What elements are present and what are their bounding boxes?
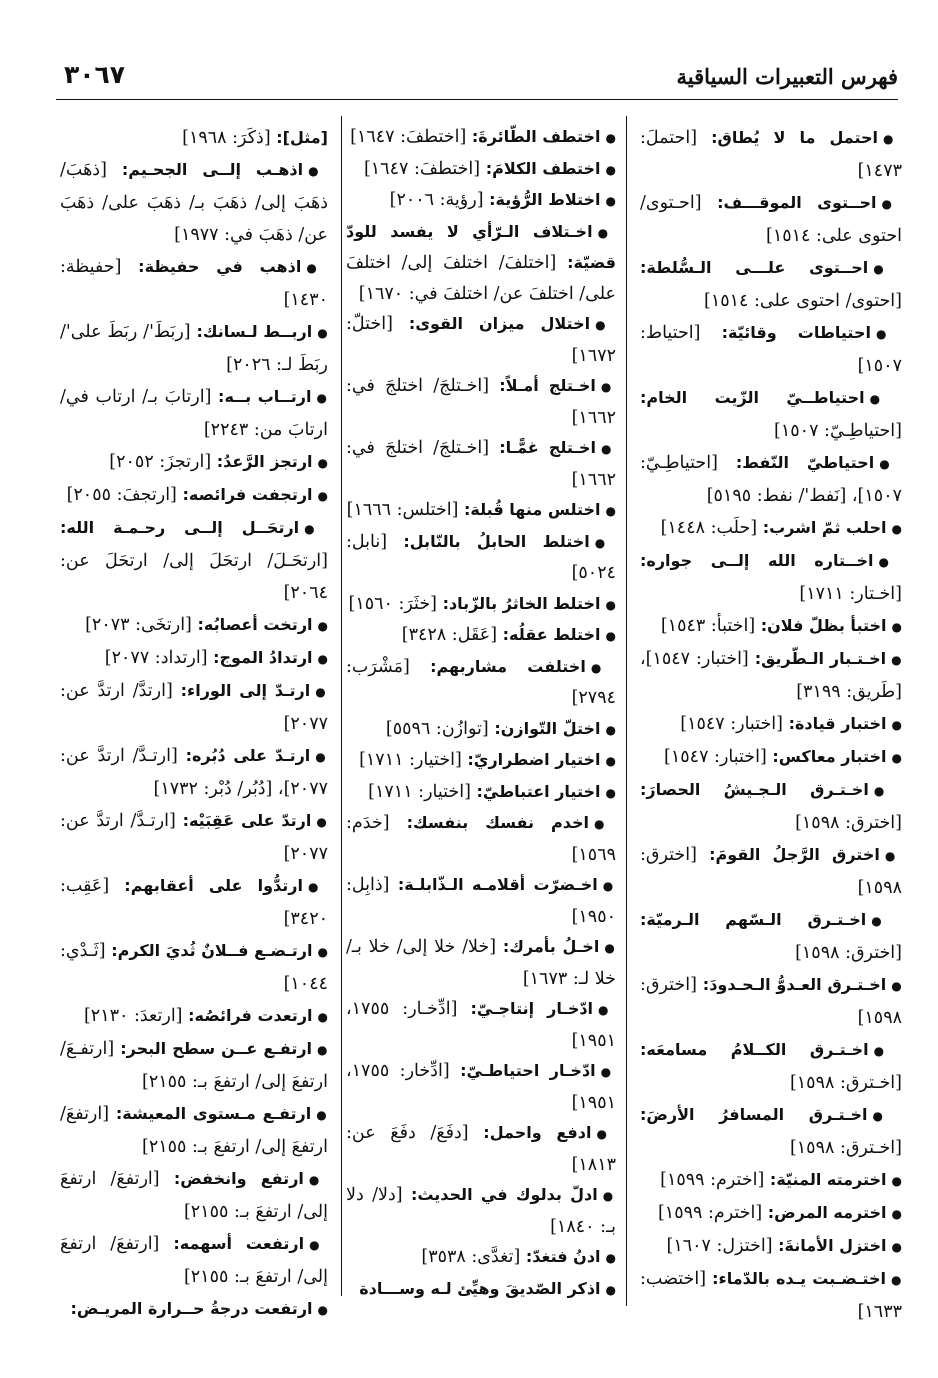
- entry-reference: [احتياط: ١٥٠٧]: [640, 323, 902, 376]
- entry-reference: [اختزل: ١٦٠٧]: [666, 1236, 773, 1256]
- entry-reference: [اختلس: ١٦٦٦]: [346, 500, 459, 520]
- entry-reference: [رؤية: ٢٠٠٦]: [389, 190, 484, 210]
- entry-headword: ادفع واحمل:: [483, 1123, 592, 1142]
- index-entry: [346, 217, 616, 310]
- entry-reference: [ادِّخار: ١٧٥٥، ١٩٥١]: [346, 1061, 616, 1113]
- index-entry: [60, 609, 328, 642]
- entry-headword: ارتدادُ الموج:: [213, 648, 313, 667]
- entry-headword: ارتدُّوا على أعقابهم:: [124, 876, 303, 895]
- index-entry: [346, 1180, 616, 1242]
- bullet-icon: ●: [317, 652, 328, 666]
- bullet-icon: ●: [597, 225, 616, 240]
- entry-reference: [اختطفَ: ١٦٤٧]: [363, 158, 481, 179]
- index-entry: [60, 1033, 328, 1098]
- entry-headword: اذهب في حفيظة:: [138, 257, 302, 276]
- entry-reference: [اخترم: ١٥٩٩]: [657, 1203, 763, 1223]
- index-entry: [60, 870, 328, 935]
- bullet-icon: ●: [602, 879, 616, 893]
- entry-reference: [احتوى/ احتوى على: ١٥١٤]: [704, 291, 902, 311]
- bullet-icon: ●: [306, 261, 328, 275]
- entry-headword: اذكر الصّديقَ وهيِّئ لـه وســـادة: [359, 1278, 601, 1298]
- entry-reference: [ارتابَ بـ/ ارتاب في/ ارتابَ من: ٢٢٤٣]: [60, 387, 328, 440]
- index-entry: [640, 1099, 902, 1164]
- index-entry: [640, 643, 902, 708]
- index-entry: [346, 714, 616, 746]
- entry-headword: اختيار اعتباطيّ:: [476, 781, 601, 801]
- entry-headword: ارتفـع مـستوى المعيشة:: [115, 1104, 312, 1123]
- bullet-icon: ●: [605, 722, 616, 737]
- index-entry: [640, 610, 902, 643]
- index-entry: [640, 1034, 902, 1099]
- entry-headword: اذهـب إلــى الجحـيم:: [121, 160, 304, 179]
- entry-headword: [مثل]:: [276, 128, 328, 147]
- bullet-icon: ●: [317, 1303, 328, 1317]
- bullet-icon: ●: [871, 914, 902, 928]
- entry-reference: [ثَـدْي: ١٠٤٤]: [60, 941, 328, 994]
- entry-reference: [اختبار: ١٥٤٧]: [664, 747, 767, 767]
- index-entry: [640, 317, 902, 382]
- entry-headword: اختلط الحابلُ بالنّابل:: [403, 531, 590, 551]
- bullet-icon: ●: [891, 620, 902, 634]
- index-entry: [640, 252, 902, 317]
- entry-reference: [خدَم: ١٥٦٩]: [346, 813, 616, 865]
- index-entry: [640, 1197, 902, 1230]
- index-entry: [60, 446, 328, 479]
- bullet-icon: ●: [595, 318, 616, 332]
- entry-reference: [اختبار: ١٥٤٧]: [680, 714, 783, 734]
- bullet-icon: ●: [600, 1065, 616, 1079]
- entry-headword: اختـضـبت يـده بالدّماء:: [712, 1269, 886, 1288]
- entry-reference: [اختلّ: ١٦٧٢]: [346, 314, 616, 366]
- entry-reference: [ارتداد: ٢٠٧٧]: [104, 648, 208, 668]
- entry-headword: ارتفـع عــن سطح البحر:: [120, 1039, 313, 1058]
- index-entry: [346, 185, 616, 217]
- index-entry: [640, 187, 902, 252]
- entry-headword: اخـتلج أمـلاً:: [499, 376, 596, 395]
- bullet-icon: ●: [316, 815, 328, 829]
- bullet-icon: ●: [317, 456, 328, 470]
- entry-headword: ادّخـار احتياطـيّ:: [460, 1061, 596, 1080]
- entry-reference: [اخترق: ١٥٩٨]: [795, 813, 902, 833]
- index-entry: [60, 479, 328, 512]
- index-entry: [346, 433, 616, 495]
- entry-headword: اختلس منها قُبلة:: [464, 500, 601, 519]
- entry-headword: اختلفت مشاربهم:: [430, 656, 586, 676]
- bullet-icon: ●: [891, 522, 902, 536]
- index-entry: [346, 745, 616, 777]
- index-entry: [640, 512, 902, 545]
- entry-reference: [دفَعَ/ دفَعَ عن: ١٨١٣]: [346, 1123, 616, 1175]
- entry-headword: اختزل الأمانةَ:: [778, 1236, 887, 1255]
- index-entry: [346, 527, 616, 589]
- entry-reference: [اخـتلجَ/ اختلجَ في: ١٦٦٢]: [346, 376, 616, 428]
- index-entry: [346, 994, 616, 1056]
- index-entry: [346, 122, 616, 154]
- bullet-icon: ●: [309, 1238, 328, 1252]
- entry-headword: ارتدّ على عَقِبَيْه:: [182, 811, 312, 830]
- index-entry: [640, 1164, 902, 1197]
- entry-headword: اختبأ بظلّ فلان:: [760, 616, 887, 635]
- entry-reference: [اختضب: ١٦٣٣]: [640, 1269, 902, 1322]
- header-rule: [56, 99, 898, 100]
- entry-headword: اخـتـرق المسافرُ الأرضَ:: [640, 1105, 868, 1124]
- entry-reference: [اخترق: ١٥٩٨]: [795, 943, 902, 963]
- entry-reference: [عَقَل: ٣٤٢٨]: [401, 625, 498, 645]
- index-entry: [60, 1098, 328, 1163]
- bullet-icon: ●: [605, 597, 616, 612]
- entry-headword: ادنُ فتغدّ:: [525, 1247, 601, 1266]
- entry-reference: [اخترق: ١٥٩٨]: [640, 845, 902, 898]
- entry-reference: [مَشْرَب: ٢٧٩٤]: [346, 656, 616, 708]
- index-entry: [346, 154, 616, 186]
- entry-headword: اخــتاره الله إلــى جواره:: [640, 551, 874, 570]
- index-entry: [60, 512, 328, 609]
- entry-headword: اخترق الرَّجلُ القومَ:: [709, 845, 880, 864]
- bullet-icon: ●: [605, 194, 616, 208]
- entry-headword: ارتعدت فرائصُه:: [188, 1006, 313, 1025]
- entry-headword: اخـتـبار الـطّريق:: [754, 649, 887, 668]
- bullet-icon: ●: [605, 629, 616, 643]
- entry-reference: [ربَطَ'/ ربَطَ على'/ ربَطَ لـ: ٢٠٢٦]: [60, 322, 328, 375]
- entry-reference: [ارتفعَ/ ارتفعَ إلى/ ارتفعَ بـ: ٢١٥٥]: [60, 1169, 328, 1222]
- index-entry: [346, 309, 616, 371]
- bullet-icon: ●: [881, 197, 902, 211]
- entry-reference: [دلا/ دلا بـ: ١٨٤٠]: [346, 1185, 616, 1237]
- bullet-icon: ●: [605, 754, 616, 768]
- entry-reference: [ارتخَى: ٢٠٧٣]: [85, 615, 192, 635]
- bullet-icon: ●: [308, 1173, 328, 1187]
- entry-headword: اختلّ التّوازن:: [494, 718, 601, 738]
- bullet-icon: ●: [317, 326, 328, 340]
- index-entry: [60, 805, 328, 870]
- bullet-icon: ●: [891, 718, 902, 732]
- entry-headword: ارتــاب بــه:: [218, 387, 312, 406]
- bullet-icon: ●: [891, 979, 902, 993]
- index-entry: [60, 251, 328, 316]
- bullet-icon: ●: [307, 880, 328, 894]
- bullet-icon: ●: [873, 784, 902, 798]
- entry-reference: [احتياطِـيّ: ١٥٠٧]، [نَفط'/ نفط: ٥١٩٥]: [640, 453, 902, 506]
- entry-reference: [ارتفعَ/ ارتفعَ إلى/ ارتفعَ بـ: ٢١٥٥]: [60, 1104, 328, 1157]
- entry-headword: اختبار معاكس:: [772, 747, 887, 766]
- entry-headword: اختبار قيادة:: [788, 714, 887, 733]
- index-entry: [346, 808, 616, 870]
- entry-reference: [خلا/ خلا إلى/ خلا بـ/ خلا لـ: ١٦٧٣]: [346, 937, 616, 989]
- entry-headword: ارتخت أعصابُه:: [197, 615, 313, 634]
- entry-headword: احتياطــيّ الزّيت الخام:: [640, 388, 865, 407]
- entry-headword: اخـتـرق الـسّهم الـرميّة:: [640, 910, 867, 929]
- entry-headword: اختيار اضطراريّ:: [467, 750, 601, 769]
- bullet-icon: ●: [600, 442, 616, 456]
- bullet-icon: ●: [891, 1240, 902, 1254]
- entry-headword: اختلط عقلُه:: [502, 625, 601, 644]
- bullet-icon: ●: [604, 941, 616, 955]
- entry-reference: [ارتـدَّ/ ارتدَّ عن: ٢٠٧٧]، [دُبُر/ دُبْر: ١٧٣٢]: [60, 746, 328, 799]
- bullet-icon: ●: [605, 785, 616, 800]
- bullet-icon: ●: [317, 1010, 328, 1024]
- bullet-icon: ●: [605, 1251, 616, 1265]
- index-entry: [346, 652, 616, 714]
- entry-reference: [ارتدَّ/ ارتدَّ عن: ٢٠٧٧]: [60, 681, 328, 734]
- entry-headword: احلب ثمّ اشرب:: [762, 518, 887, 537]
- entry-reference: [ارتـدَّ/ ارتدَّ عن: ٢٠٧٧]: [60, 811, 328, 864]
- bullet-icon: ●: [891, 653, 902, 667]
- entry-reference: [عَقِب: ٣٤٢٠]: [60, 876, 328, 929]
- bullet-icon: ●: [317, 619, 328, 633]
- index-entry: [346, 777, 616, 809]
- index-entry: [346, 495, 616, 527]
- page-header: [56, 52, 898, 102]
- index-entry: [60, 935, 328, 1000]
- index-entry: [60, 381, 328, 446]
- entry-headword: اخترمه المرض:: [767, 1203, 887, 1222]
- entry-headword: اختلط الخاثرُ بالزّباد:: [442, 593, 601, 613]
- bullet-icon: ●: [317, 489, 328, 503]
- entry-headword: ارتفعت أسهمه:: [173, 1234, 305, 1253]
- index-entry: [346, 589, 616, 621]
- index-entry: [60, 675, 328, 740]
- entry-reference: [نابل: ٥٠٢٤]: [346, 531, 616, 583]
- entry-headword: احــتوى الموقـــف:: [717, 193, 877, 212]
- entry-headword: ارتفع وانخفض:: [173, 1169, 304, 1188]
- entry-reference: [توازُن: ٥٥٩٦]: [385, 718, 489, 739]
- index-entry: [346, 1056, 616, 1118]
- bullet-icon: ●: [891, 1207, 902, 1221]
- running-title: فهرس التعبيرات السياقية: [676, 64, 898, 89]
- entry-headword: اخـتلج غمًّـا:: [499, 438, 596, 457]
- entry-reference: [ارتفـعَ/ ارتفعَ إلى/ ارتفعَ بـ: ٢١٥٥]: [60, 1039, 328, 1092]
- entry-headword: ارتحَــل إلــى رحـمـة الله:: [60, 518, 300, 537]
- entry-headword: احــتوى علـــى الـسُّلطة:: [640, 258, 869, 277]
- bullet-icon: ●: [890, 1273, 902, 1287]
- bullet-icon: ●: [873, 1044, 902, 1058]
- entry-reference: [احتملَ: ١٤٧٣]: [640, 128, 902, 181]
- index-entry: [640, 708, 902, 741]
- index-column-middle: [346, 122, 616, 1305]
- entry-reference: [اختبار: ١٥٤٧]، [طَريق: ٣١٩٩]: [640, 649, 902, 702]
- entry-reference: [اخـترق: ١٥٩٨]: [789, 1138, 902, 1158]
- bullet-icon: ●: [605, 1282, 616, 1297]
- bullet-icon: ●: [878, 555, 902, 569]
- index-entry: [640, 1230, 902, 1263]
- entry-headword: احتمل ما لا يُطاق:: [711, 128, 879, 147]
- page-number: ٣٠٦٧: [64, 60, 126, 89]
- bullet-icon: ●: [605, 162, 616, 177]
- entry-headword: اخترمته المنيّة:: [769, 1170, 887, 1189]
- index-entry: [640, 382, 902, 447]
- index-entry: [60, 122, 328, 154]
- index-entry: [60, 1293, 328, 1326]
- entry-reference: [اخترق: ١٥٩٨]: [640, 975, 902, 1028]
- index-entry: [60, 154, 328, 251]
- entry-headword: اخـلُ بأمرك:: [502, 937, 600, 956]
- entry-headword: ادلّ بدلوك في الحديث:: [410, 1185, 598, 1204]
- bullet-icon: ●: [316, 1108, 328, 1122]
- bullet-icon: ●: [602, 1189, 616, 1203]
- entry-headword: اخـتـرق الكــلامُ مسامعَه:: [640, 1040, 869, 1059]
- bullet-icon: ●: [605, 131, 616, 145]
- entry-reference: [ارتجزَ: ٢٠٥٢]: [109, 452, 212, 472]
- bullet-icon: ●: [317, 1043, 328, 1057]
- bullet-icon: ●: [884, 849, 902, 863]
- bullet-icon: ●: [317, 945, 328, 959]
- bullet-icon: ●: [594, 535, 616, 550]
- entry-reference: [اخـترق: ١٥٩٨]: [789, 1073, 902, 1093]
- entry-headword: اخـتـرق الـجـيشُ الحصارَ:: [640, 780, 869, 799]
- index-entry: [60, 642, 328, 675]
- entry-reference: [احتياطِـيّ: ١٥٠٧]: [774, 421, 902, 441]
- entry-reference: [تغدَّى: ٣٥٣٨]: [421, 1247, 521, 1267]
- index-entry: [60, 1163, 328, 1228]
- index-entry: [346, 932, 616, 994]
- entry-reference: [اختيار: ١٧١١]: [359, 750, 462, 770]
- entry-reference: [حلَب: ١٤٤٨]: [660, 518, 758, 538]
- index-entry: [640, 545, 902, 610]
- index-entry: [346, 371, 616, 433]
- bullet-icon: ●: [869, 392, 902, 406]
- bullet-icon: ●: [315, 750, 328, 764]
- index-entry: [346, 1118, 616, 1180]
- entry-reference: [احـتوى/ احتوى على: ١٥١٤]: [640, 193, 902, 246]
- entry-headword: اختلال ميزان القوى:: [408, 314, 591, 333]
- entry-reference: [ذابِل: ١٩٥٠]: [346, 875, 616, 927]
- bullet-icon: ●: [879, 457, 902, 471]
- entry-headword: اخـتـرق العـدوُّ الـحـدودَ:: [702, 975, 887, 994]
- entry-headword: اختلاط الرُّؤية:: [489, 190, 601, 209]
- entry-reference: [اخـتلجَ/ اختلجَ في: ١٦٦٢]: [346, 438, 616, 490]
- bullet-icon: ●: [891, 1174, 902, 1188]
- entry-reference: [ارتحَـلَ/ ارتحَلَ إلى/ ارتحَلَ عن: ٢٠٦٤]: [60, 551, 328, 603]
- index-entry: [640, 969, 902, 1034]
- entry-reference: [حفيظة: ١٤٣٠]: [60, 257, 328, 310]
- bullet-icon: ●: [315, 685, 328, 699]
- entry-headword: اخدم نفسك بنفسك:: [406, 813, 590, 832]
- bullet-icon: ●: [590, 660, 616, 675]
- entry-headword: اربــط لـسانك:: [196, 322, 313, 341]
- entry-reference: [ادِّخـار: ١٧٥٥، ١٩٥١]: [346, 999, 616, 1051]
- index-entry: [640, 839, 902, 904]
- entry-reference: [ذهَبَ/ ذهَبَ إلى/ ذهَبَ بـ/ ذهَبَ على/ ذهَبَ عن/ ذهَبَ في: ١٩٧٧]: [60, 160, 328, 245]
- index-entry: [60, 1000, 328, 1033]
- entry-headword: ارتـدّ إلى الوراء:: [180, 681, 311, 700]
- bullet-icon: ●: [875, 327, 902, 341]
- bullet-icon: ●: [316, 391, 328, 405]
- entry-reference: [اختيار: ١٧١١]: [368, 781, 471, 802]
- index-entry: [640, 1263, 902, 1328]
- index-entry: [346, 1242, 616, 1274]
- entry-reference: [اختبأ: ١٥٤٣]: [660, 616, 756, 636]
- bullet-icon: ●: [598, 1003, 616, 1017]
- index-entry: [640, 447, 902, 512]
- entry-headword: ارتـضـع فــلانٌ ثُديَ الكرم:: [111, 941, 313, 960]
- entry-reference: [اخـتار: ١٧١١]: [799, 584, 902, 604]
- bullet-icon: ●: [873, 262, 902, 276]
- entry-reference: [اختلفَ/ اختلفَ إلى/ اختلفَ على/ اختلفَ عن/ اختلفَ في: ١٦٧٠]: [346, 253, 616, 304]
- entry-headword: ادّخـار إنتاجـيّ:: [470, 999, 594, 1018]
- entry-reference: [اخترم: ١٥٩٩]: [660, 1170, 765, 1190]
- entry-headword: احتياطيّ النّفط:: [735, 453, 875, 472]
- bullet-icon: ●: [594, 817, 616, 831]
- bullet-icon: ●: [600, 380, 616, 394]
- entry-reference: [ارتعدَ: ٢١٣٠]: [83, 1006, 183, 1026]
- bullet-icon: ●: [891, 751, 902, 765]
- bullet-icon: ●: [308, 164, 328, 178]
- index-entry: [346, 1274, 616, 1306]
- bullet-icon: ●: [596, 1127, 616, 1141]
- index-entry: [640, 122, 902, 187]
- index-entry: [346, 620, 616, 652]
- entry-headword: ارتجفت فرائصه:: [182, 485, 313, 504]
- entry-headword: اخـتلاف الـرّأي لا يفسد للودّ قضيّة:: [346, 221, 616, 272]
- entry-headword: ارتجز الرَّعدُ:: [216, 452, 313, 471]
- entry-reference: [ارتفعَ/ ارتفعَ إلى/ ارتفعَ بـ: ٢١٥٥]: [60, 1234, 328, 1287]
- index-entry: [60, 740, 328, 805]
- index-entry: [60, 1228, 328, 1293]
- entry-headword: اخـضرّت أقلامـه الـذّابلـة:: [397, 875, 598, 894]
- index-entry: [640, 741, 902, 774]
- entry-reference: [ارتجفَ: ٢٠٥٥]: [66, 485, 177, 505]
- index-entry: [60, 316, 328, 381]
- index-entry: [640, 904, 902, 969]
- bullet-icon: ●: [872, 1109, 902, 1123]
- entry-headword: ارتفعت درجةُ حــرارة المريـض:: [70, 1299, 313, 1318]
- index-column-left: [60, 122, 328, 1326]
- entry-reference: [اختطفَ: ١٦٤٧]: [350, 127, 467, 147]
- entry-reference: [خثَرَ: ١٥٦٠]: [348, 593, 437, 614]
- index-entry: [346, 870, 616, 932]
- entry-headword: ارتـدّ على دُبُره:: [185, 746, 311, 765]
- bullet-icon: ●: [605, 504, 616, 518]
- entry-headword: اختطف الطّائرةَ:: [471, 127, 601, 146]
- index-entry: [640, 774, 902, 839]
- entry-headword: اختطف الكلامَ:: [485, 158, 601, 178]
- bullet-icon: ●: [883, 132, 902, 146]
- entry-reference: [ذكَرَ: ١٩٦٨]: [182, 128, 271, 148]
- bullet-icon: ●: [304, 522, 328, 536]
- entry-headword: احتياطات وقائيّة:: [721, 323, 871, 342]
